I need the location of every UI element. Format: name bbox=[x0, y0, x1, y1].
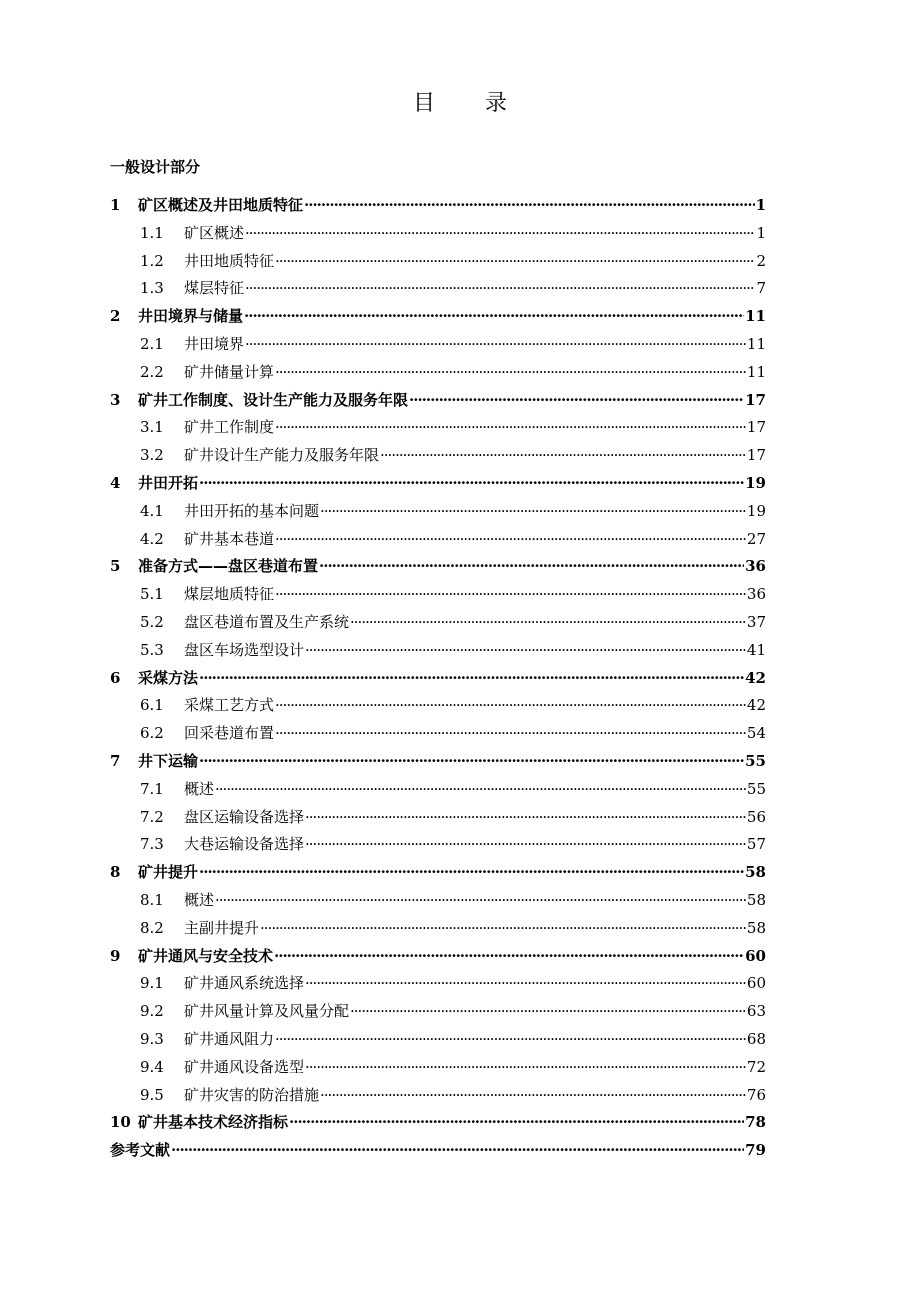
toc-chapter-entry[interactable] bbox=[110, 303, 766, 331]
toc-chapter-entry[interactable] bbox=[110, 748, 766, 776]
toc-dot-leader bbox=[305, 637, 746, 665]
toc-section-entry[interactable] bbox=[110, 220, 766, 248]
toc-entry-title: 矿井基本巷道 bbox=[184, 529, 275, 548]
toc-dot-leader bbox=[305, 831, 746, 859]
toc-section-entry[interactable] bbox=[110, 831, 766, 859]
toc-entry-title: 井田地质特征 bbox=[184, 251, 275, 270]
toc-entry-number: 5 bbox=[110, 557, 121, 576]
section-heading: 一般设计部分 bbox=[110, 158, 201, 176]
toc-entry-number: 8.2 bbox=[140, 918, 164, 937]
toc-dot-leader bbox=[275, 720, 746, 748]
toc-page-number: 17 bbox=[745, 390, 766, 409]
toc-page-number: 11 bbox=[746, 362, 766, 381]
toc-entry-title: 概述 bbox=[184, 779, 215, 798]
toc-section-entry[interactable] bbox=[110, 637, 766, 665]
toc-entry-number: 1.3 bbox=[140, 279, 164, 298]
toc-section-entry[interactable] bbox=[110, 498, 766, 526]
toc-entry-number: 5.2 bbox=[140, 612, 164, 631]
toc-section-entry[interactable] bbox=[110, 915, 766, 943]
toc-dot-leader bbox=[245, 220, 755, 248]
toc-entry-title: 概述 bbox=[184, 890, 215, 909]
toc-page-number: 63 bbox=[746, 1002, 766, 1021]
toc-entry-number: 6.1 bbox=[140, 696, 164, 715]
toc-page-number: 58 bbox=[746, 890, 766, 909]
toc-dot-leader bbox=[275, 359, 746, 387]
toc-entry-title: 矿井通风设备选型 bbox=[184, 1057, 305, 1076]
toc-entry-title: 矿井基本技术经济指标 bbox=[138, 1113, 289, 1132]
toc-page-number: 2 bbox=[756, 251, 766, 270]
toc-dot-leader bbox=[320, 498, 746, 526]
toc-dot-leader bbox=[319, 553, 744, 581]
toc-dot-leader bbox=[380, 442, 746, 470]
toc-section-entry[interactable] bbox=[110, 331, 766, 359]
toc-entry-number: 9 bbox=[110, 946, 121, 965]
toc-dot-leader bbox=[305, 970, 746, 998]
toc-entry-number: 1 bbox=[110, 196, 121, 214]
toc-page-number: 58 bbox=[745, 863, 766, 882]
toc-entry-title: 主副井提升 bbox=[184, 918, 260, 937]
toc-entry-number: 2 bbox=[110, 307, 121, 326]
toc-entry-title: 矿井储量计算 bbox=[184, 362, 275, 381]
toc-page-number: 72 bbox=[746, 1057, 766, 1076]
toc-page-number: 11 bbox=[746, 334, 766, 353]
toc-section-entry[interactable] bbox=[110, 581, 766, 609]
toc-section-entry[interactable] bbox=[110, 442, 766, 470]
toc-entry-title: 采煤工艺方式 bbox=[184, 696, 275, 715]
toc-dot-leader bbox=[275, 414, 746, 442]
toc-dot-leader bbox=[304, 192, 755, 220]
toc-chapter-entry[interactable] bbox=[110, 553, 766, 581]
toc-section-entry[interactable] bbox=[110, 776, 766, 804]
page-title-char-1: 目 bbox=[412, 91, 435, 116]
toc-chapter-entry[interactable] bbox=[110, 665, 766, 693]
toc-entry-title: 矿井通风系统选择 bbox=[184, 974, 305, 993]
toc-entry-number: 3.2 bbox=[140, 446, 164, 465]
toc-entry-number: 7 bbox=[110, 751, 121, 770]
toc-page-number: 36 bbox=[746, 585, 766, 604]
toc-entry-number: 7.2 bbox=[140, 807, 164, 826]
toc-entry-number: 6.2 bbox=[140, 724, 164, 743]
toc-entry-title: 矿井提升 bbox=[138, 863, 199, 882]
toc-dot-leader bbox=[350, 998, 746, 1026]
toc-page-number: 27 bbox=[746, 529, 766, 548]
toc-page-number: 42 bbox=[746, 696, 766, 715]
toc-page-number: 60 bbox=[746, 974, 766, 993]
toc-entry-title: 矿井通风与安全技术 bbox=[138, 946, 274, 965]
toc-section-entry[interactable] bbox=[110, 887, 766, 915]
toc-section-entry[interactable] bbox=[110, 998, 766, 1026]
toc-chapter-entry[interactable] bbox=[110, 859, 766, 887]
toc-dot-leader bbox=[305, 804, 746, 832]
toc-entry-number: 5.3 bbox=[140, 640, 164, 659]
toc-page-number: 79 bbox=[745, 1141, 766, 1160]
toc-section-entry[interactable] bbox=[110, 720, 766, 748]
toc-entry-number: 8.1 bbox=[140, 890, 164, 909]
toc-page-number: 19 bbox=[745, 473, 766, 492]
toc-page-number: 37 bbox=[746, 612, 766, 631]
toc-entry-number: 9.3 bbox=[140, 1029, 164, 1048]
toc-page-number: 68 bbox=[746, 1029, 766, 1048]
toc-section-entry[interactable] bbox=[110, 414, 766, 442]
toc-entry-title: 盘区巷道布置及生产系统 bbox=[184, 612, 350, 631]
toc-entry-title: 大巷运输设备选择 bbox=[184, 835, 305, 854]
toc-entry-number: 3.1 bbox=[140, 418, 164, 437]
toc-dot-leader bbox=[199, 665, 744, 693]
toc-entry-title: 参考文献 bbox=[110, 1141, 171, 1160]
toc-page-number: 11 bbox=[745, 307, 766, 326]
toc-section-entry[interactable] bbox=[110, 609, 766, 637]
toc-dot-leader bbox=[245, 331, 746, 359]
toc-entry-number: 1.1 bbox=[140, 223, 164, 242]
toc-entry-number: 3 bbox=[110, 390, 121, 409]
toc-entry-title: 准备方式——盘区巷道布置 bbox=[138, 557, 319, 576]
toc-page-number: 56 bbox=[746, 807, 766, 826]
toc-page-number: 55 bbox=[745, 751, 766, 770]
toc-page-number: 58 bbox=[746, 918, 766, 937]
toc-page-number: 36 bbox=[745, 557, 766, 576]
toc-page-number: 1 bbox=[755, 196, 766, 214]
toc-page-number: 60 bbox=[745, 946, 766, 965]
toc-dot-leader bbox=[260, 915, 746, 943]
toc-section-entry[interactable] bbox=[110, 692, 766, 720]
toc-entry-number: 7.3 bbox=[140, 835, 164, 854]
toc-entry-title: 煤层地质特征 bbox=[184, 585, 275, 604]
toc-entry-title: 盘区车场选型设计 bbox=[184, 640, 305, 659]
toc-section-entry[interactable] bbox=[110, 970, 766, 998]
toc-entry-number: 5.1 bbox=[140, 585, 164, 604]
toc-chapter-entry[interactable] bbox=[110, 387, 766, 415]
toc-page-number: 17 bbox=[746, 446, 766, 465]
toc-dot-leader bbox=[305, 1054, 746, 1082]
toc-dot-leader bbox=[289, 1109, 744, 1137]
toc-entry-number: 7.1 bbox=[140, 779, 164, 798]
toc-dot-leader bbox=[199, 748, 744, 776]
toc-entry-number: 9.5 bbox=[140, 1085, 164, 1104]
toc-chapter-entry[interactable] bbox=[110, 1137, 766, 1165]
toc-dot-leader bbox=[275, 248, 755, 276]
toc-entry-title: 盘区运输设备选择 bbox=[184, 807, 305, 826]
toc-section-entry[interactable] bbox=[110, 1082, 766, 1110]
toc-section-entry[interactable] bbox=[110, 359, 766, 387]
toc-page-number: 41 bbox=[746, 640, 766, 659]
toc-entry-number: 10 bbox=[110, 1113, 131, 1132]
toc-entry-title: 采煤方法 bbox=[138, 668, 199, 687]
page-title-char-2: 录 bbox=[485, 91, 508, 116]
toc-page-number: 78 bbox=[745, 1113, 766, 1132]
toc-dot-leader bbox=[409, 387, 744, 415]
toc-dot-leader bbox=[275, 526, 746, 554]
toc-entry-title: 矿井设计生产能力及服务年限 bbox=[184, 446, 380, 465]
toc-entry-title: 矿区概述 bbox=[184, 223, 245, 242]
toc-page-number: 19 bbox=[746, 501, 766, 520]
toc-entry-title: 井田境界与储量 bbox=[138, 307, 244, 326]
toc-dot-leader bbox=[275, 692, 746, 720]
toc-page-number: 42 bbox=[745, 668, 766, 687]
toc-entry-number: 2.1 bbox=[140, 334, 164, 353]
toc-entry-title: 井田开拓的基本问题 bbox=[184, 501, 320, 520]
toc-entry-number: 2.2 bbox=[140, 362, 164, 381]
toc-section-entry[interactable] bbox=[110, 248, 766, 276]
toc-entry-title: 井田境界 bbox=[184, 334, 245, 353]
toc-dot-leader bbox=[275, 581, 746, 609]
toc-entry-title: 矿井通风阻力 bbox=[184, 1029, 275, 1048]
toc-chapter-entry[interactable] bbox=[110, 1109, 766, 1137]
toc-section-entry[interactable] bbox=[110, 804, 766, 832]
toc-dot-leader bbox=[215, 776, 746, 804]
toc-page-number: 76 bbox=[746, 1085, 766, 1104]
toc-entry-number: 4 bbox=[110, 473, 121, 492]
toc-dot-leader bbox=[199, 470, 744, 498]
toc-section-entry[interactable] bbox=[110, 1054, 766, 1082]
toc-dot-leader bbox=[320, 1082, 746, 1110]
toc-section-entry[interactable] bbox=[110, 526, 766, 554]
toc-page-number: 54 bbox=[746, 724, 766, 743]
toc-entry-title: 井田开拓 bbox=[138, 473, 199, 492]
toc-entry-number: 4.1 bbox=[140, 501, 164, 520]
toc-chapter-entry[interactable] bbox=[110, 192, 766, 220]
toc-entry-number: 1.2 bbox=[140, 251, 164, 270]
toc-entry-title: 矿井工作制度、设计生产能力及服务年限 bbox=[138, 390, 409, 409]
toc-dot-leader bbox=[199, 859, 744, 887]
toc-page-number: 1 bbox=[756, 223, 766, 242]
toc-page-number: 57 bbox=[746, 835, 766, 854]
toc-dot-leader bbox=[274, 943, 744, 971]
toc-section-entry[interactable] bbox=[110, 1026, 766, 1054]
toc-page-number: 7 bbox=[756, 279, 766, 298]
toc-entry-number: 8 bbox=[110, 863, 121, 882]
toc-section-entry[interactable] bbox=[110, 275, 766, 303]
toc-chapter-entry[interactable] bbox=[110, 943, 766, 971]
toc-entry-number: 4.2 bbox=[140, 529, 164, 548]
toc-entry-title: 矿井风量计算及风量分配 bbox=[184, 1002, 350, 1021]
toc-entry-title: 矿井工作制度 bbox=[184, 418, 275, 437]
toc-chapter-entry[interactable] bbox=[110, 470, 766, 498]
toc-page-number: 55 bbox=[746, 779, 766, 798]
table-of-contents bbox=[110, 192, 766, 1165]
toc-dot-leader bbox=[171, 1137, 744, 1165]
toc-page-number: 17 bbox=[746, 418, 766, 437]
page-title bbox=[0, 86, 920, 117]
toc-dot-leader bbox=[350, 609, 746, 637]
toc-entry-title: 煤层特征 bbox=[184, 279, 245, 298]
toc-entry-title: 矿井灾害的防治措施 bbox=[184, 1085, 320, 1104]
toc-dot-leader bbox=[245, 275, 755, 303]
toc-entry-title: 回采巷道布置 bbox=[184, 724, 275, 743]
toc-entry-title: 井下运输 bbox=[138, 751, 199, 770]
toc-dot-leader bbox=[275, 1026, 746, 1054]
toc-entry-number: 9.1 bbox=[140, 974, 164, 993]
toc-entry-number: 9.4 bbox=[140, 1057, 164, 1076]
toc-dot-leader bbox=[244, 303, 744, 331]
toc-entry-number: 9.2 bbox=[140, 1002, 164, 1021]
toc-entry-number: 6 bbox=[110, 668, 121, 687]
toc-entry-title: 矿区概述及井田地质特征 bbox=[138, 196, 304, 214]
toc-dot-leader bbox=[215, 887, 746, 915]
